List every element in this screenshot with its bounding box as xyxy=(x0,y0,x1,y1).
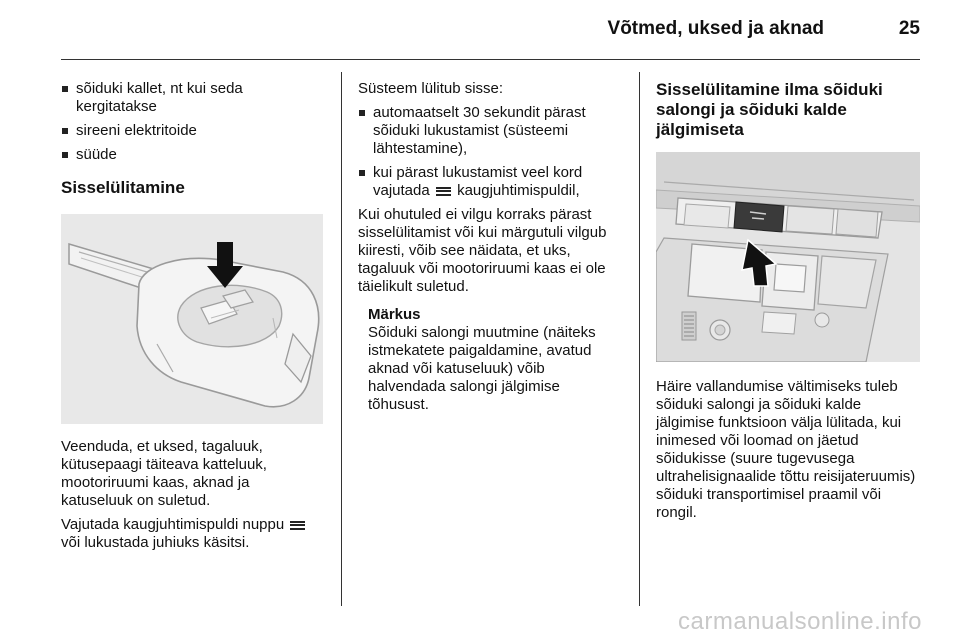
bullet-list-1 xyxy=(61,80,325,164)
header-divider xyxy=(61,59,920,60)
section-heading-no-monitoring: Sisselülitamine ilma sõiduki salongi ja sõiduki kalde jälgimiseta xyxy=(656,80,883,139)
no-monitoring-paragraph: Häire vallandumise vältimiseks tuleb sõiduki salongi ja sõiduki kalde jälgimise funktsioon välja lülitada, kui inimesed või loomad on jäetud sõidukisse (suure tugevusega ultrahelisignaalide tõttu reisijateruumis) sõiduki transportimisel praamil või rongil. xyxy=(656,378,916,521)
lock-button-icon xyxy=(436,187,451,196)
instruction-text-end: või lukustada juhiuks käsitsi. xyxy=(61,534,250,551)
key-fob-illustration xyxy=(61,214,323,424)
bullet-list-2 xyxy=(358,104,624,200)
key-fob-drawing xyxy=(61,214,323,424)
console-switch-illustration xyxy=(656,152,920,362)
watermark: carmanualsonline.info xyxy=(678,608,922,635)
remark-text: Sõiduki salongi muutmine (näiteks istmekatete paigaldamine, avatud aknad või katuseluuk) võib halvendada salongi jälgimise tõhusust. xyxy=(368,324,596,413)
section-heading-activation: Sisselülitamine xyxy=(61,178,185,197)
activation-instruction xyxy=(61,516,325,552)
warning-paragraph: Kui ohutuled ei vilgu korraks pärast sisselülitamist või kui märgutuli vilgub kiiresti, võib see näidata, et uks, tagaluuk või mootoriruumi kaas ei ole täielikult suletud. xyxy=(358,206,607,295)
list-item: sõiduki kallet, nt kui seda kergitatakse xyxy=(61,80,325,116)
column-1 xyxy=(61,80,325,552)
system-activates-intro: Süsteem lülitub sisse: xyxy=(358,80,504,97)
list-item: automaatselt 30 sekundit pärast sõiduki lukustamist (süsteemi lähtestamine), xyxy=(358,104,624,158)
console-switch-drawing xyxy=(656,152,920,362)
list-item: süüde xyxy=(61,146,325,164)
instruction-text-start: Vajutada kaugjuhtimispuldi nuppu xyxy=(61,516,285,533)
remark-label: Märkus xyxy=(368,306,421,323)
page-number: 25 xyxy=(898,18,920,39)
lock-button-icon xyxy=(290,521,305,530)
page-title: Võtmed, uksed ja aknad xyxy=(607,18,824,39)
column-divider-2 xyxy=(639,72,640,606)
activation-paragraph: Veenduda, et uksed, tagaluuk, kütusepaagi täiteava katteluuk, mootoriruumi kaas, aknad ja katuseluuk on suletud. xyxy=(61,438,267,509)
remark-block xyxy=(358,306,624,414)
bullet-text-start: kui pärast lukustamist veel kord vajutada xyxy=(373,164,583,199)
list-item xyxy=(358,164,624,200)
column-2 xyxy=(358,80,624,414)
bullet-text-end: kaugjuhtimispuldil, xyxy=(457,182,580,199)
column-divider-1 xyxy=(341,72,342,606)
list-item: sireeni elektritoide xyxy=(61,122,325,140)
column-3 xyxy=(656,80,920,522)
